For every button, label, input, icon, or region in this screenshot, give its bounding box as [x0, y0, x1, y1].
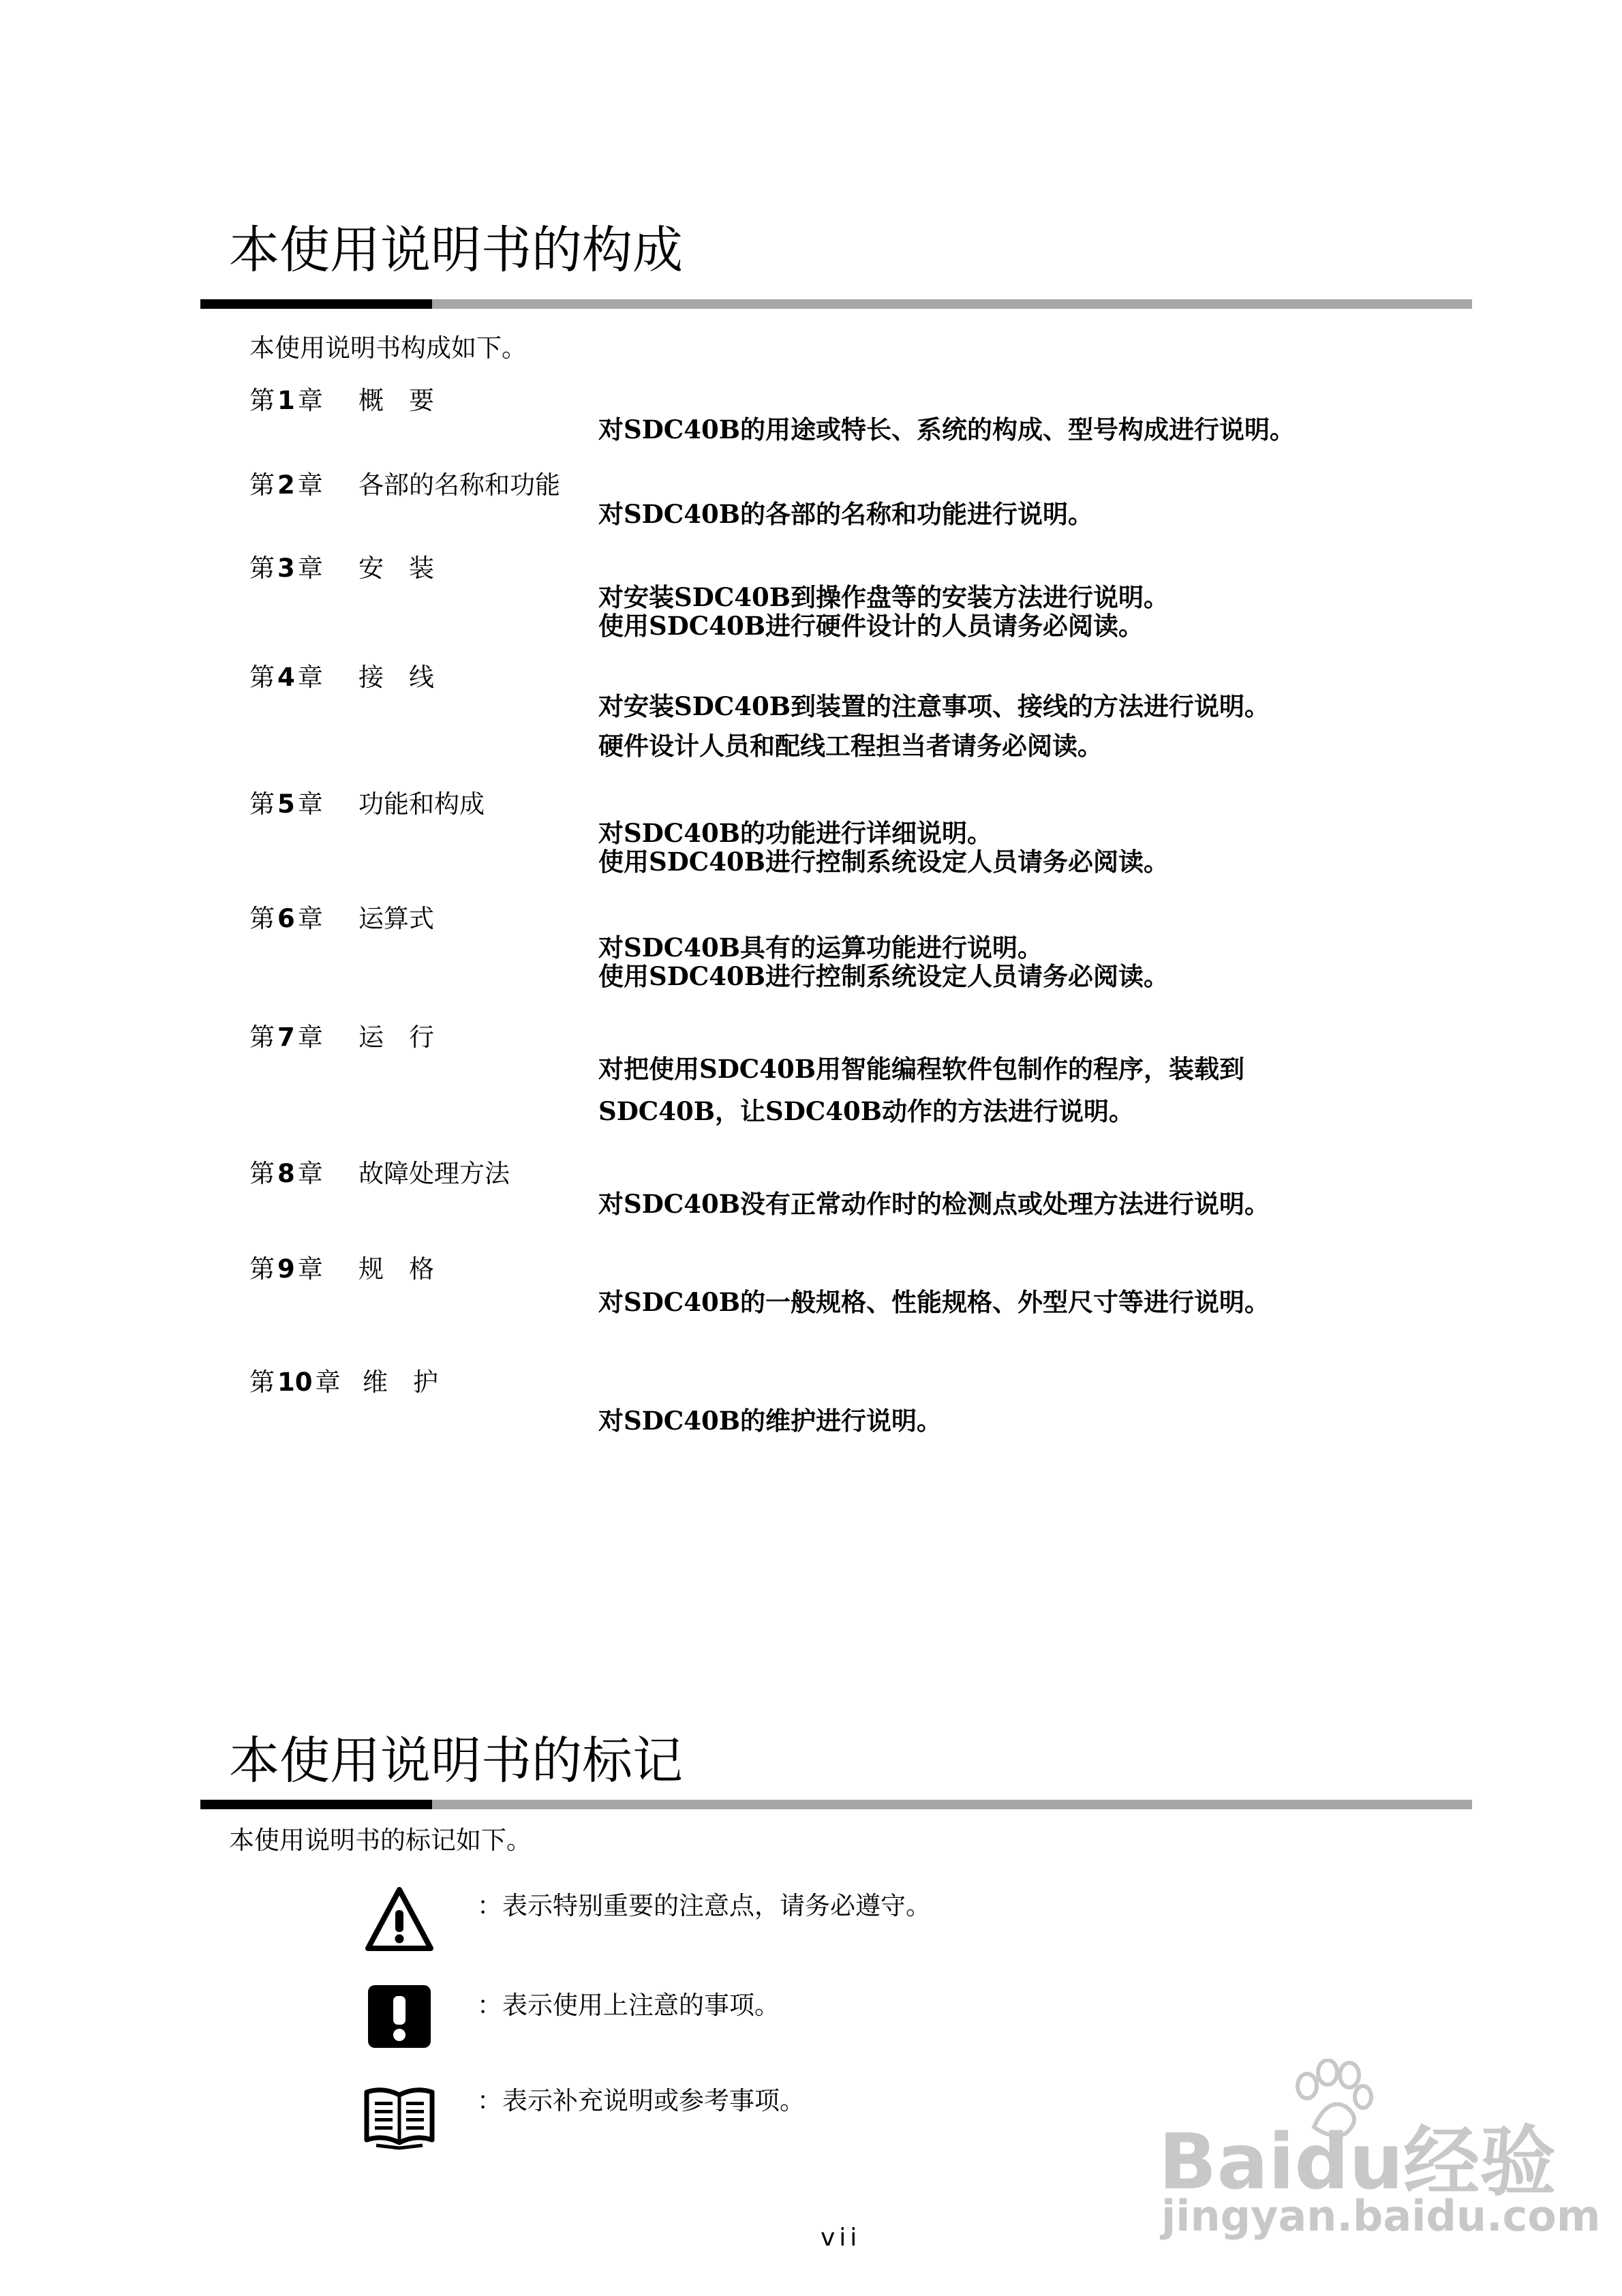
chapter-name: 功能和构成 [358, 789, 485, 819]
watermark-url: jingyan.baidu.com [1161, 2191, 1601, 2241]
caution-exclamation-icon [365, 1982, 433, 2051]
chapter-description: 使用SDC40B进行控制系统设定人员请务必阅读。 [598, 847, 1169, 877]
chapter-suffix: 章 [297, 663, 323, 692]
watermark-brand: Baidu经验 [1159, 2118, 1557, 2207]
chapter-suffix: 章 [297, 789, 323, 819]
chapter-description: 对SDC40B的各部的名称和功能进行说明。 [598, 499, 1094, 529]
chapter-name: 规 格 [358, 1254, 434, 1284]
chapter-prefix: 第 [249, 789, 275, 819]
chapter-description: 对把使用SDC40B用智能编程软件包制作的程序，装载到 [598, 1054, 1245, 1084]
chapter-prefix: 第 [249, 386, 275, 415]
chapter-number: 8 [277, 1159, 295, 1188]
chapter-number: 3 [277, 554, 295, 583]
warning-triangle-icon [365, 1886, 433, 1954]
chapter-label [249, 470, 323, 500]
chapter-description: 对SDC40B的功能进行详细说明。 [598, 818, 993, 848]
chapter-number: 10 [277, 1368, 313, 1397]
chapter-description: SDC40B，让SDC40B动作的方法进行说明。 [598, 1096, 1135, 1126]
section-intro: 本使用说明书构成如下。 [249, 333, 527, 363]
title-underline-bar [200, 299, 1472, 309]
chapter-number: 7 [277, 1023, 295, 1052]
chapter-number: 5 [277, 789, 295, 819]
chapter-number: 6 [277, 904, 295, 933]
chapter-label [249, 554, 323, 584]
chapter-suffix: 章 [297, 904, 323, 933]
chapter-description: 对SDC40B没有正常动作时的检测点或处理方法进行说明。 [598, 1189, 1270, 1219]
chapter-suffix: 章 [297, 386, 323, 415]
open-book-icon [363, 2083, 431, 2151]
chapter-prefix: 第 [249, 1159, 275, 1188]
chapter-name: 接 线 [358, 663, 434, 692]
chapter-description: 使用SDC40B进行硬件设计的人员请务必阅读。 [598, 611, 1144, 641]
chapter-name: 安 装 [358, 554, 434, 583]
symbol-description: ：表示特别重要的注意点，请务必遵守。 [477, 1891, 931, 1920]
chapter-description: 对SDC40B具有的运算功能进行说明。 [598, 933, 1043, 963]
chapter-description: 对SDC40B的一般规格、性能规格、外型尺寸等进行说明。 [598, 1287, 1270, 1317]
chapter-suffix: 章 [297, 1023, 323, 1052]
chapter-number: 9 [277, 1254, 295, 1284]
chapter-suffix: 章 [297, 1159, 323, 1188]
chapter-description: 对SDC40B的维护进行说明。 [598, 1406, 943, 1436]
section-title-notation: 本使用说明书的标记 [229, 1732, 683, 1790]
chapter-prefix: 第 [249, 1254, 275, 1284]
title-underline-bar [200, 1800, 1472, 1809]
chapter-name: 各部的名称和功能 [358, 470, 560, 500]
chapter-name: 运 行 [358, 1023, 434, 1052]
chapter-label [249, 1368, 341, 1398]
chapter-suffix: 章 [297, 1254, 323, 1284]
page-number: vii [821, 2224, 861, 2252]
chapter-label [249, 386, 323, 416]
chapter-suffix: 章 [315, 1368, 341, 1397]
chapter-suffix: 章 [297, 554, 323, 583]
chapter-name: 故障处理方法 [358, 1159, 510, 1188]
chapter-label [249, 663, 323, 693]
chapter-prefix: 第 [249, 1023, 275, 1052]
chapter-prefix: 第 [249, 470, 275, 500]
chapter-prefix: 第 [249, 904, 275, 933]
chapter-prefix: 第 [249, 1368, 275, 1397]
section-title-structure: 本使用说明书的构成 [229, 221, 683, 280]
chapter-description: 对安装SDC40B到操作盘等的安装方法进行说明。 [598, 582, 1169, 612]
chapter-name: 维 护 [363, 1368, 438, 1397]
section-intro: 本使用说明书的标记如下。 [229, 1826, 532, 1855]
chapter-description: 硬件设计人员和配线工程担当者请务必阅读。 [598, 731, 1103, 761]
chapter-number: 2 [277, 470, 295, 500]
chapter-description: 对安装SDC40B到装置的注意事项、接线的方法进行说明。 [598, 691, 1270, 721]
chapter-label [249, 1023, 323, 1053]
chapter-number: 4 [277, 663, 295, 692]
chapter-prefix: 第 [249, 554, 275, 583]
chapter-prefix: 第 [249, 663, 275, 692]
chapter-suffix: 章 [297, 470, 323, 500]
chapter-label [249, 789, 323, 819]
chapter-name: 概 要 [358, 386, 434, 415]
chapter-label [249, 904, 323, 934]
chapter-name: 运算式 [358, 904, 434, 933]
symbol-description: ：表示补充说明或参考事项。 [477, 2086, 805, 2115]
chapter-label [249, 1159, 323, 1189]
symbol-description: ：表示使用上注意的事项。 [477, 1991, 780, 2020]
chapter-number: 1 [277, 386, 295, 415]
chapter-label [249, 1254, 323, 1284]
chapter-description: 使用SDC40B进行控制系统设定人员请务必阅读。 [598, 961, 1169, 991]
chapter-description: 对SDC40B的用途或特长、系统的构成、型号构成进行说明。 [598, 414, 1296, 444]
